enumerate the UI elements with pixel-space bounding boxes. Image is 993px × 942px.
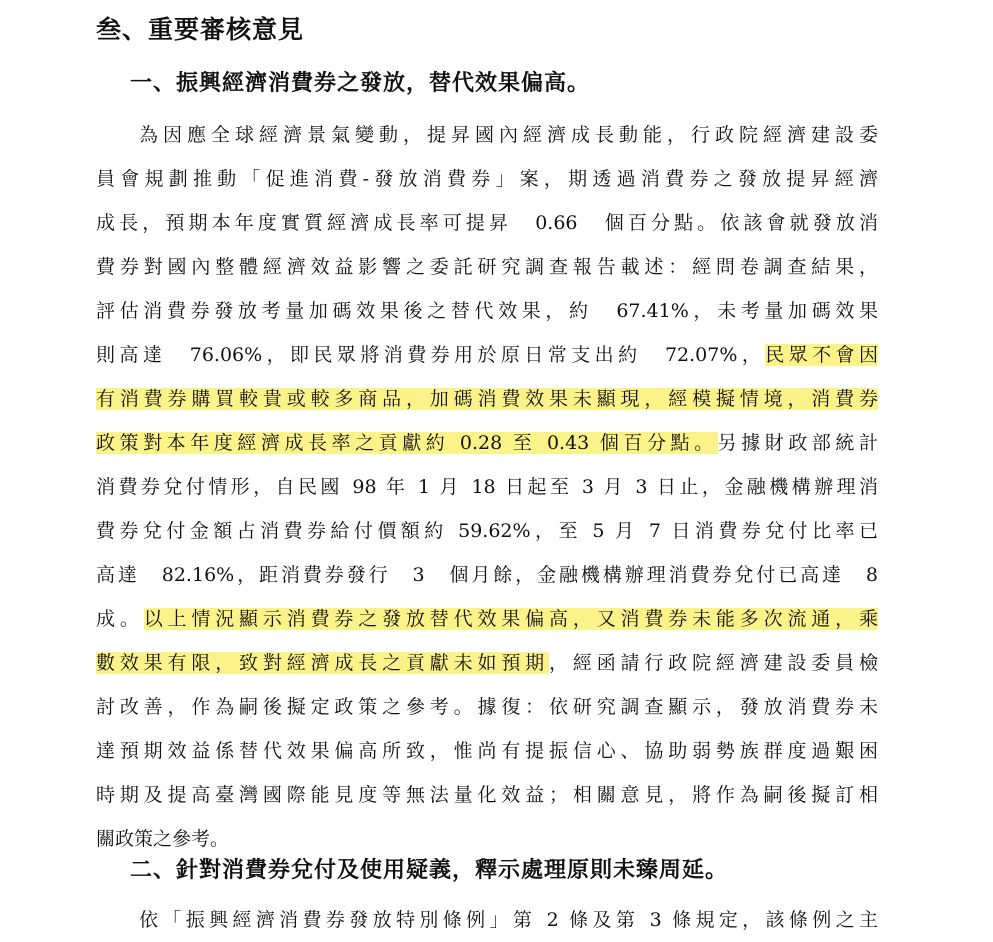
highlighted-text: 民眾不會因	[765, 344, 878, 366]
paragraph-line	[96, 597, 878, 641]
paragraph-line	[96, 465, 878, 509]
paragraph-line	[96, 157, 878, 201]
subsection-title-2: 二、針對消費券兌付及使用疑義，釋示處理原則未臻周延。	[130, 858, 729, 883]
line-text: 成。	[96, 608, 144, 630]
paragraph-line	[96, 333, 878, 377]
line-text: 消費券兌付情形，自民國 98 年 1 月 18 日起至 3 月 3 日止，金融機構辦理消	[96, 476, 878, 498]
paragraph-1	[96, 113, 878, 861]
line-text: 員會規劃推動「促進消費-發放消費券」案，期透過消費券之發放提昇經濟	[96, 168, 878, 190]
paragraph-line	[96, 773, 878, 817]
paragraph-line	[96, 245, 878, 289]
line-text: 關政策之參考。	[96, 828, 230, 850]
highlighted-text: 有消費券購買較貴或較多商品，加碼消費效果未顯現，經模擬情境，消費券	[96, 388, 878, 410]
paragraph-line	[96, 421, 878, 465]
line-text: ，經函請行政院經濟建設委員檢	[549, 652, 878, 674]
line-text: 達預期效益係替代效果偏高所致，惟尚有提振信心、協助弱勢族群度過艱困	[96, 740, 878, 762]
line-text: 依「振興經濟消費券發放特別條例」第 2 條及第 3 條規定，該條例之主	[139, 909, 878, 931]
line-text: 則高達 76.06%，即民眾將消費券用於原日常支出約 72.07%，	[96, 344, 766, 366]
line-text: 另據財政部統計	[717, 432, 878, 454]
paragraph-line	[96, 898, 878, 942]
paragraph-line	[96, 685, 878, 729]
paragraph-line	[96, 377, 878, 421]
line-text: 費券對國內整體經濟效益影響之委託研究調查報告載述：經問卷調查結果，	[96, 256, 878, 278]
paragraph-line	[96, 113, 878, 157]
paragraph-line	[96, 729, 878, 773]
highlighted-text: 數效果有限，致對經濟成長之貢獻未如預期	[96, 652, 550, 674]
paragraph-line	[96, 289, 878, 333]
line-text: 討改善，作為嗣後擬定政策之參考。據復：依研究調查顯示，發放消費券未	[96, 696, 878, 718]
paragraph-line	[96, 201, 878, 245]
paragraph-2	[96, 898, 878, 942]
paragraph-line	[96, 641, 878, 685]
line-text: 為因應全球經濟景氣變動，提昇國內經濟成長動能，行政院經濟建設委	[139, 124, 878, 146]
line-text: 高達 82.16%，距消費券發行 3 個月餘，金融機構辦理消費券兌付已高達 8	[96, 564, 878, 586]
paragraph-line	[96, 553, 878, 597]
line-text: 評估消費券發放考量加碼效果後之替代效果，約 67.41%，未考量加碼效果	[96, 300, 878, 322]
line-text: 成長，預期本年度實質經濟成長率可提昇 0.66 個百分點。依該會就發放消	[96, 212, 878, 234]
paragraph-line	[96, 509, 878, 553]
line-text: 時期及提高臺灣國際能見度等無法量化效益；相關意見，將作為嗣後擬訂相	[96, 784, 878, 806]
line-text: 費券兌付金額占消費券給付價額約 59.62%，至 5 月 7 日消費券兌付比率已	[96, 520, 878, 542]
subsection-title-1: 一、振興經濟消費券之發放，替代效果偏高。	[130, 71, 591, 96]
highlighted-text: 以上情況顯示消費券之發放替代效果偏高，又消費券未能多次流通，乘	[143, 608, 878, 630]
section-heading: 叁、重要審核意見	[96, 15, 305, 44]
highlighted-text: 政策對本年度經濟成長率之貢獻約 0.28 至 0.43 個百分點。	[96, 432, 718, 454]
